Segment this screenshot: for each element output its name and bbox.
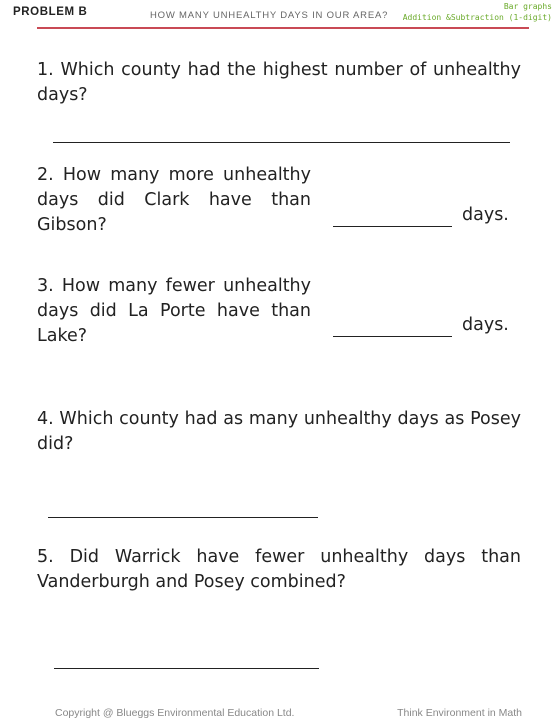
- question-1-answer-line[interactable]: [53, 142, 510, 143]
- question-3-unit: days.: [462, 315, 509, 335]
- question-5-text: 5. Did Warrick have fewer unhealthy days than Vanderburgh and Posey combined?: [37, 547, 521, 592]
- question-2-answer-line[interactable]: [333, 226, 452, 227]
- question-4-answer-line[interactable]: [48, 517, 318, 518]
- topic-label: Bar graphs: [503, 2, 552, 11]
- header-divider: [37, 27, 529, 29]
- question-2-unit: days.: [462, 205, 509, 225]
- question-1-text: 1. Which county had the highest number of unhealthy days?: [37, 60, 521, 105]
- worksheet-title: HOW MANY UNHEALTHY DAYS IN OUR AREA?: [150, 10, 389, 21]
- copyright-text: Copyright @ Blueggs Environmental Education Ltd.: [55, 707, 295, 719]
- question-2-text: 2. How many more unhealthy days did Clark have than Gibson?: [37, 165, 311, 235]
- question-4-text: 4. Which county had as many unhealthy days as Posey did?: [37, 409, 521, 454]
- question-5-answer-line[interactable]: [54, 668, 319, 669]
- question-3-answer-line[interactable]: [333, 336, 452, 337]
- question-3-text: 3. How many fewer unhealthy days did La Porte have than Lake?: [37, 276, 311, 346]
- footer-brand: Think Environment in Math: [397, 707, 522, 719]
- problem-label: PROBLEM B: [13, 6, 88, 18]
- skill-label: Addition &Subtraction (1-digit): [402, 13, 552, 22]
